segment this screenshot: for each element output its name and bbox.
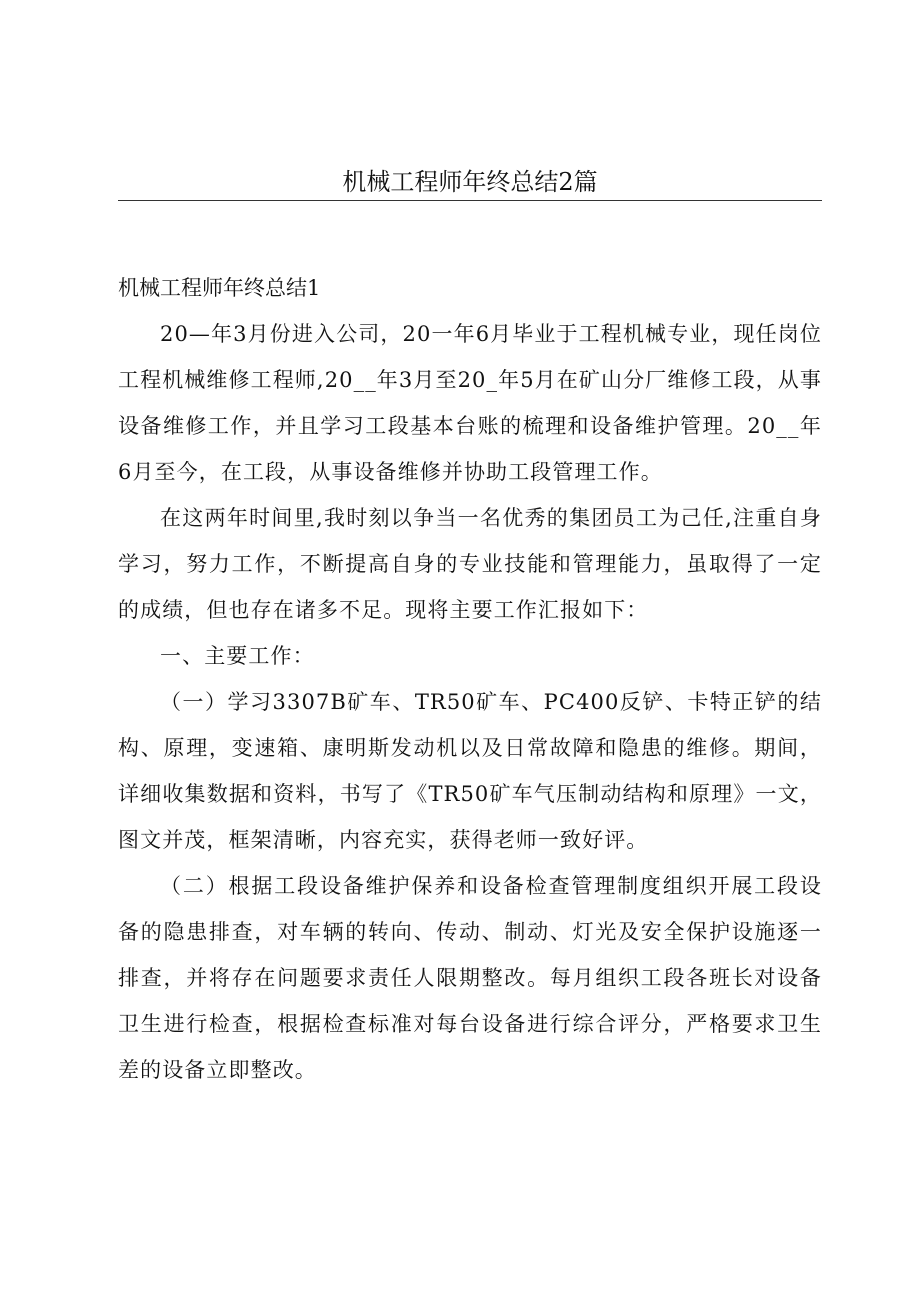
title-underline: [118, 200, 822, 201]
paragraph-main-work-heading: 一、主要工作：: [160, 644, 315, 668]
paragraph-summary: 在这两年时间里,我时刻以争当一名优秀的集团员工为己任,注重自身学习，努力工作，不断提高自身的专业技能和管理能力，虽取得了一定的成绩，但也存在诸多不足。现将主要工作汇报如下：: [118, 506, 822, 622]
document-body: [118, 265, 822, 1093]
document-title: 机械工程师年终总结2篇: [342, 168, 598, 196]
paragraph-item-1: （一）学习3307B矿车、TR50矿车、PC400反铲、卡特正铲的结构、原理，变速箱、康明斯发动机以及日常故障和隐患的维修。期间，详细收集数据和资料，书写了《TR50矿车气压制动结构和原理》一文，图文并茂，框架清晰，内容充实，获得老师一致好评。: [118, 690, 822, 852]
section-heading: 机械工程师年终总结1: [118, 276, 321, 300]
paragraph-item-2: （二）根据工段设备维护保养和设备检查管理制度组织开展工段设备的隐患排查，对车辆的转向、传动、制动、灯光及安全保护设施逐一排查，并将存在问题要求责任人限期整改。每月组织工段各班长对设备卫生进行检查，根据检查标准对每台设备进行综合评分，严格要求卫生差的设备立即整改。: [118, 874, 822, 1082]
paragraph-intro: 20—年3月份进入公司，20一年6月毕业于工程机械专业，现任岗位工程机械维修工程师,20__年3月至20_年5月在矿山分厂维修工段，从事设备维修工作，并且学习工段基本台账的梳理和设备维护管理。20__年6月至今，在工段，从事设备维修并协助工段管理工作。: [118, 322, 822, 484]
